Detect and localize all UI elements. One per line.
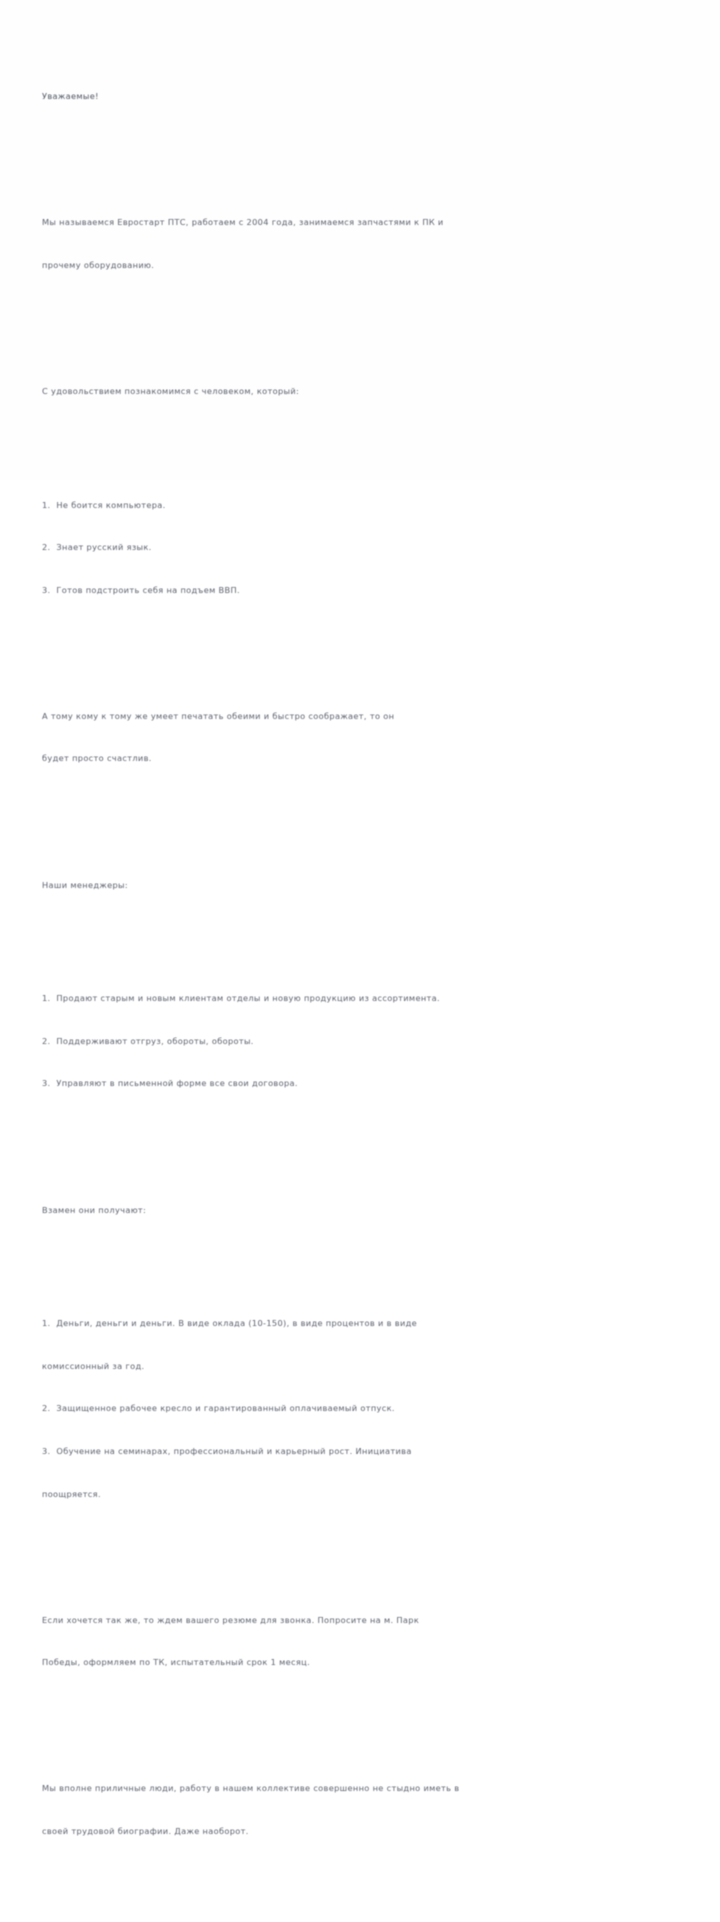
list-item: 2. Поддерживают отгруз, обороты, обороты. <box>42 1035 254 1046</box>
closing-line-2: своей трудовой биографии. Даже наоборот. <box>42 1826 249 1837</box>
greeting-block <box>42 61 680 132</box>
benefits-heading-line: Взамен они получают: <box>42 1204 147 1215</box>
closing-paragraph <box>42 1753 680 1867</box>
document-body <box>42 18 680 1922</box>
list-item-cont: поощряется. <box>42 1488 101 1499</box>
list-item-cont: комиссионный за год. <box>42 1360 145 1371</box>
contact-paragraph <box>42 1584 680 1698</box>
contact-line-2: Победы, оформляем по ТК, испытательный срок 1 месяц. <box>42 1657 311 1668</box>
benefits-list <box>42 1288 680 1529</box>
closing-line-1: Мы вполне приличные люди, работу в нашем коллективе совершенно не стыдно иметь в <box>42 1783 460 1794</box>
managers-heading <box>42 849 680 920</box>
intro-paragraph <box>42 187 680 301</box>
intro-line-2: прочему оборудованию. <box>42 259 155 270</box>
note-line-2: будет просто счастлив. <box>42 753 152 764</box>
intro-line-1: Мы называемся Евростарт ПТС, работаем с 2004 года, занимаемся запчастями к ПК и <box>42 217 444 228</box>
benefits-heading <box>42 1174 680 1245</box>
managers-heading-line: Наши менеджеры: <box>42 879 128 890</box>
list-item: 1. Деньги, деньги и деньги. В виде оклада (10-150), в виде процентов и в виде <box>42 1318 418 1329</box>
requirements-intro-line: С удовольствием познакомимся с человеком, который: <box>42 385 300 396</box>
list-item: 1. Не боится компьютера. <box>42 499 166 510</box>
greeting-line: Уважаемые! <box>42 91 99 102</box>
contact-line-1: Если хочется так же, то ждем вашего резюме для звонка. Попросите на м. Парк <box>42 1614 420 1625</box>
requirements-intro <box>42 355 680 426</box>
note-line-1: А тому кому к тому же умеет печатать обеими и быстро соображает, то он <box>42 710 395 721</box>
list-item: 3. Управляют в письменной форме все свои договора. <box>42 1078 298 1089</box>
list-item: 3. Готов подстроить себя на подъем ВВП. <box>42 584 240 595</box>
list-item: 1. Продают старым и новым клиентам отделы и новую продукцию из ассортимента. <box>42 993 440 1004</box>
note-paragraph <box>42 680 680 794</box>
list-item: 2. Защищенное рабочее кресло и гарантированный оплачиваемый отпуск. <box>42 1403 395 1414</box>
requirements-list <box>42 469 680 625</box>
list-item: 2. Знает русский язык. <box>42 542 152 553</box>
list-item: 3. Обучение на семинарах, профессиональный и карьерный рост. Инициатива <box>42 1446 412 1456</box>
managers-list <box>42 963 680 1119</box>
